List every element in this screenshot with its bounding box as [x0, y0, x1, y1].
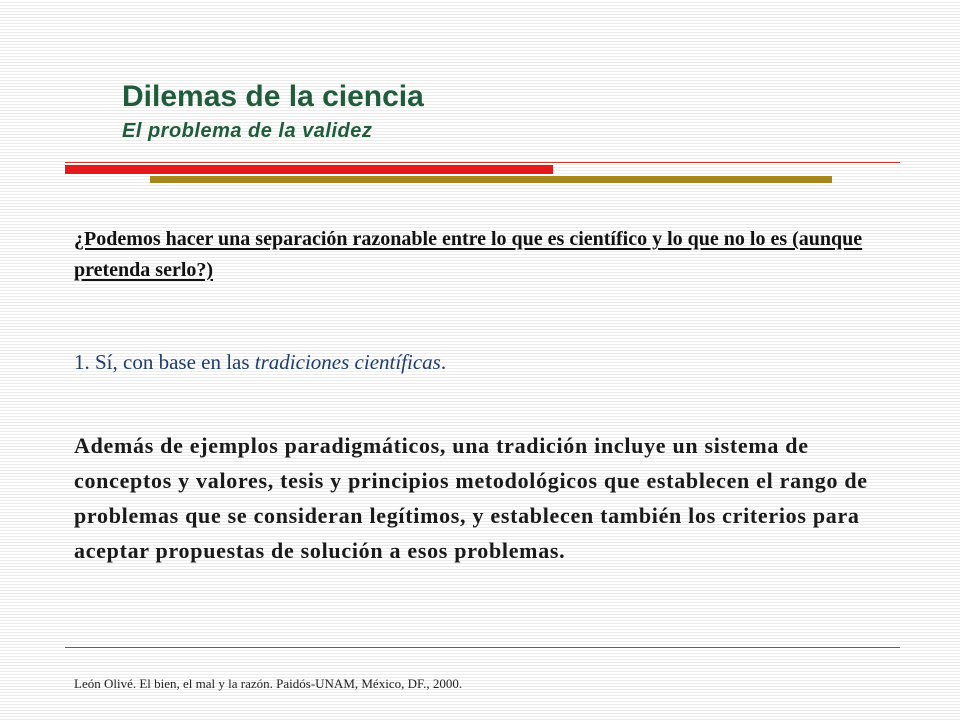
point-one-emphasis: tradiciones científicas: [254, 350, 441, 374]
body-paragraph: Además de ejemplos paradigmáticos, una tradición incluye un sistema de conceptos y valores, tesis y principios metodológicos que establecen el rango de problemas que se consideran legítimos, y establecen también los criterios para aceptar propuestas de solución a esos problemas.: [74, 433, 868, 563]
slide-title: Dilemas de la ciencia: [122, 80, 424, 113]
point-one: [74, 347, 894, 377]
bottom-divider-line: [65, 647, 900, 648]
citation-text: León Olivé. El bien, el mal y la razón. Paidós-UNAM, México, DF., 2000.: [74, 676, 463, 691]
gold-accent-bar: [150, 176, 832, 183]
red-accent-bar: [65, 165, 553, 174]
question-text: ¿Podemos hacer una separación razonable entre lo que es científico y lo que no lo es (aunque pretenda serlo?): [74, 228, 863, 281]
point-one-prefix: 1. Sí, con base en las: [74, 350, 255, 374]
point-one-suffix: .: [440, 350, 447, 374]
top-divider-line: [65, 162, 900, 163]
slide-subtitle: El problema de la validez: [122, 120, 373, 142]
